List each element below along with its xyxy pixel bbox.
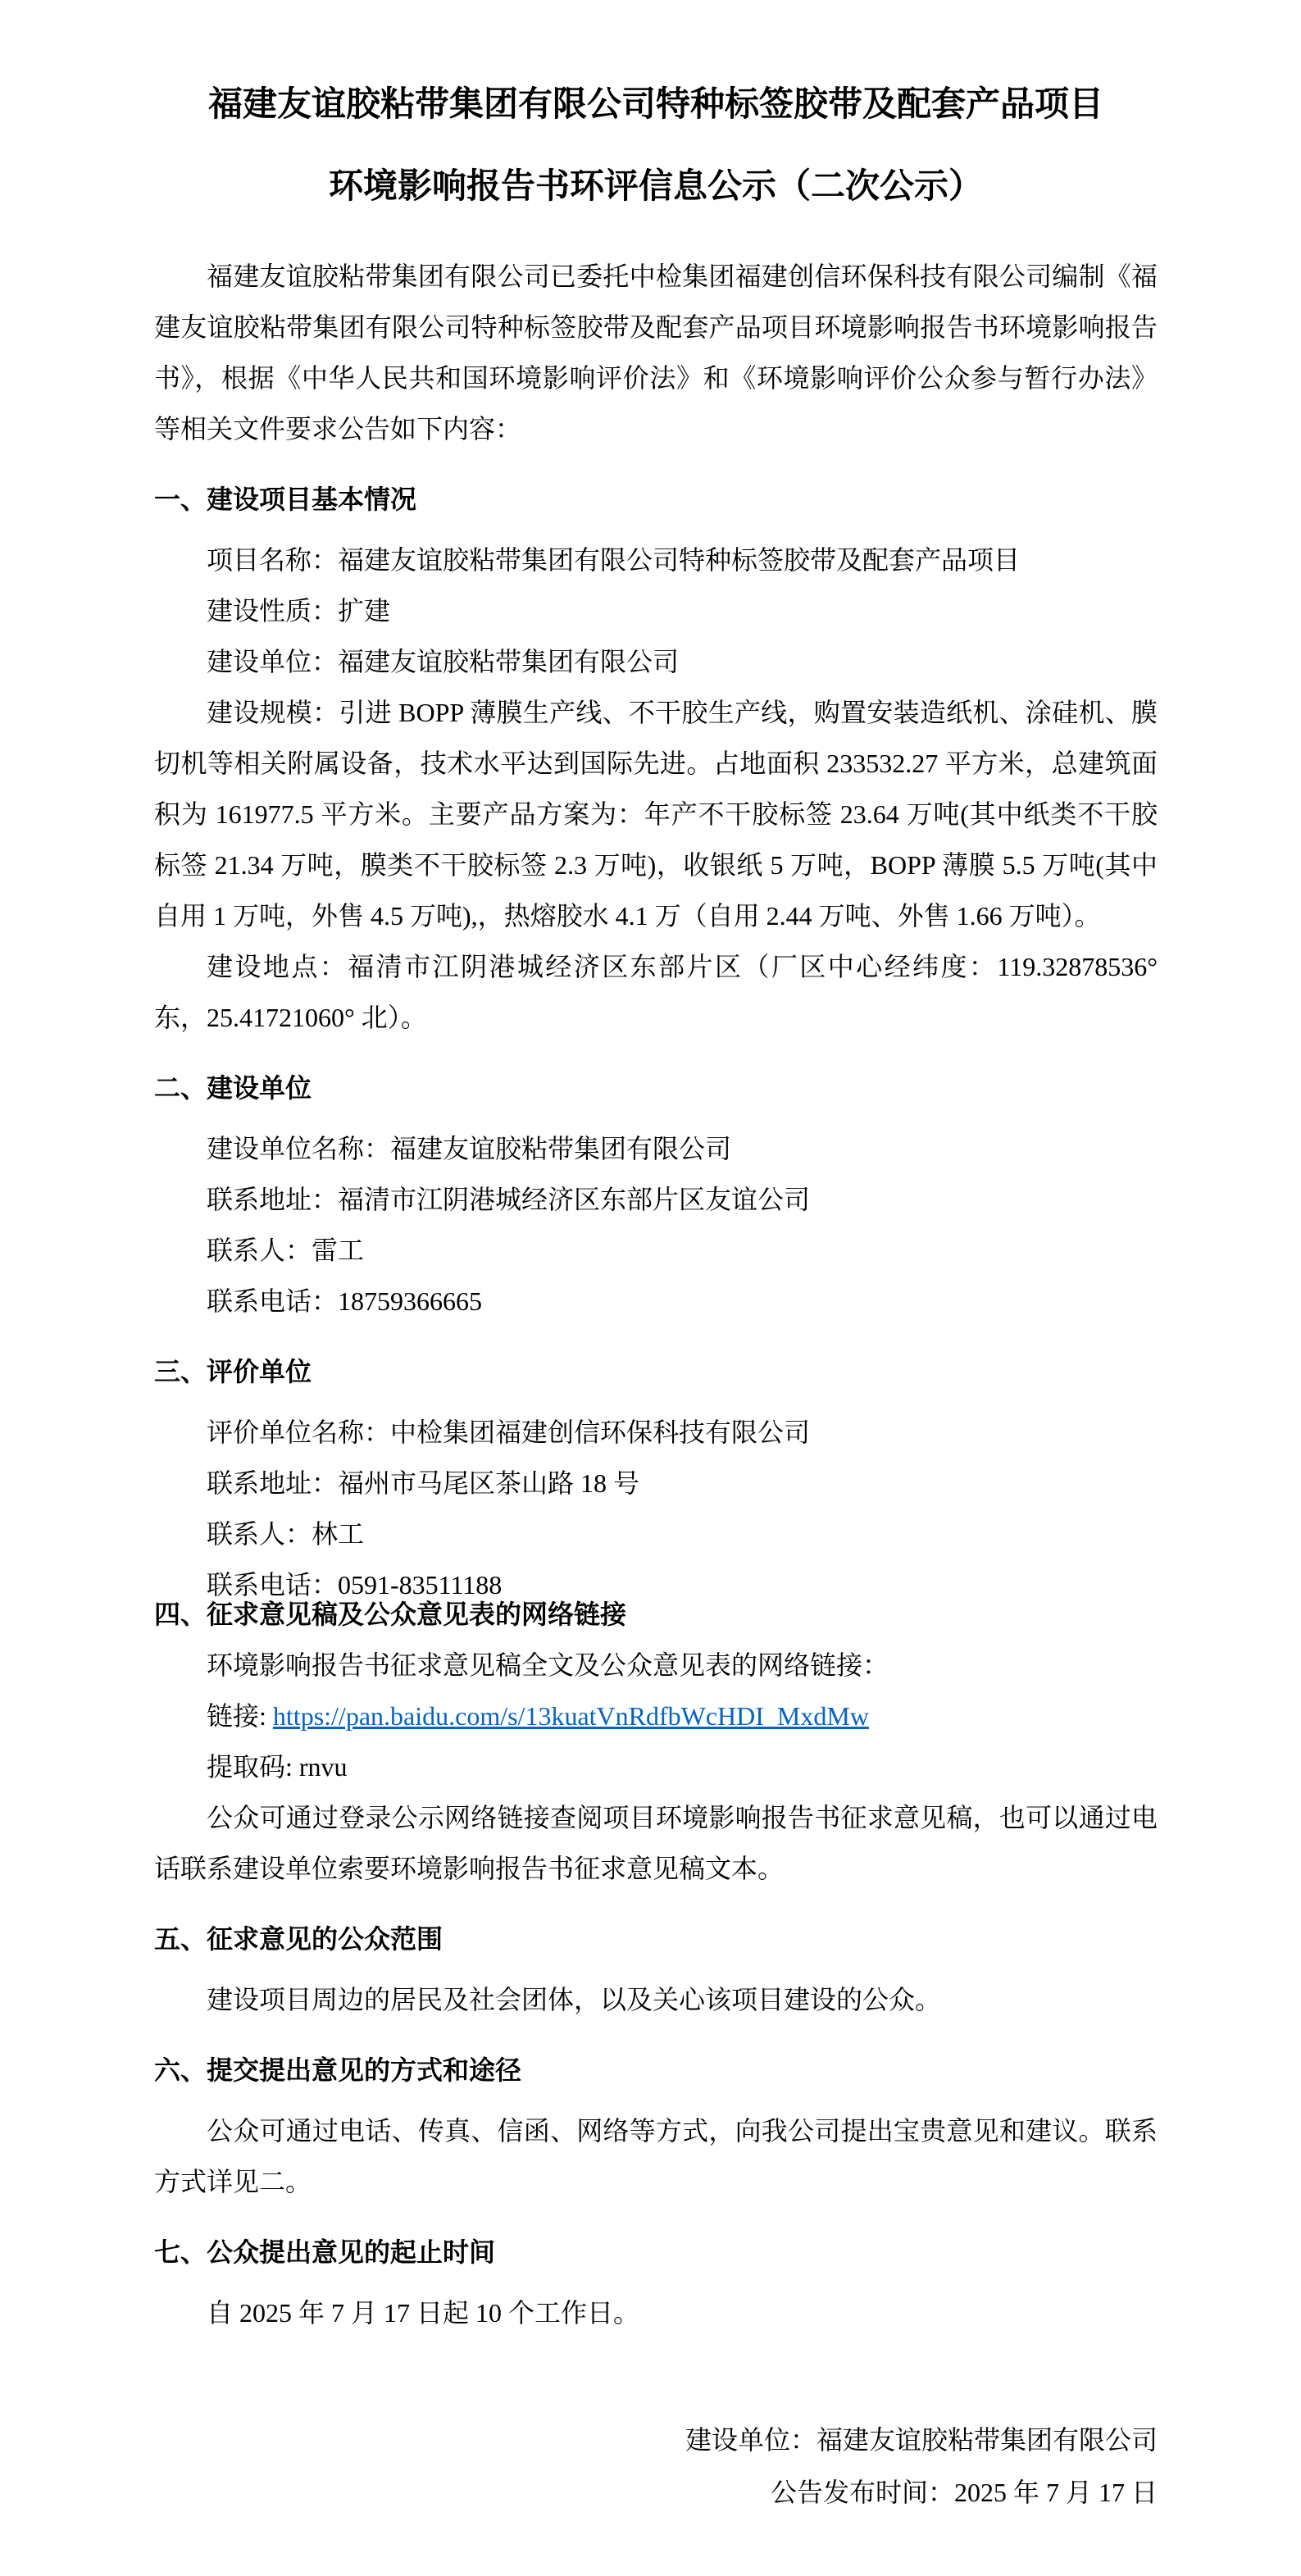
document-title [154,82,1158,210]
field-contact-phone: 联系电话：18759366665 [207,1286,483,1316]
title-line-1: 福建友谊胶粘带集团有限公司特种标签胶带及配套产品项目 [207,86,1103,124]
title-line-2: 环境影响报告书环评信息公示（二次公示） [328,168,983,206]
section-heading-4: 四、征求意见稿及公众意见表的网络链接 [154,1600,627,1629]
baidu-pan-link[interactable]: https://pan.baidu.com/s/13kuatVnRdfbWcHDI_MxdMw [272,1701,869,1731]
feedback-methods: 公众可通过电话、传真、信函、网络等方式，向我公司提出宝贵意见和建议。联系方式详见二。 [154,2116,1158,2196]
section-heading-2: 二、建设单位 [154,1073,312,1103]
extraction-code-line: 提取码: rnvu [207,1752,348,1782]
public-scope-line: 建设项目周边的居民及社会团体，以及关心该项目建设的公众。 [207,1985,942,2014]
feedback-period: 自 2025 年 7 月 17 日起 10 个工作日。 [207,2298,640,2328]
field-contact-person: 联系人：雷工 [207,1236,365,1265]
section-heading-7: 七、公众提出意见的起止时间 [154,2237,496,2267]
footer-publish-date: 公告发布时间：2025 年 7 月 17 日 [770,2478,1158,2507]
section-heading-5: 五、征求意见的公众范围 [154,1924,444,1954]
field-construction-unit: 建设单位：福建友谊胶粘带集团有限公司 [207,647,680,676]
intro-paragraph: 福建友谊胶粘带集团有限公司已委托中检集团福建创信环保科技有限公司编制《福建友谊胶粘带集团有限公司特种标签胶带及配套产品项目环境影响报告书环境影响报告书》，根据《中华人民共和国环境影响评价法》和《环境影响评价公众参与暂行办法》等相关文件要求公告如下内容： [154,262,1158,444]
link-line [154,1691,1158,1741]
section-heading-1: 一、建设项目基本情况 [154,485,417,514]
footer-construction-unit: 建设单位：福建友谊胶粘带集团有限公司 [685,2425,1158,2455]
field-contact-address: 联系地址：福清市江阴港城经济区东部片区友谊公司 [207,1185,811,1214]
section-heading-6: 六、提交提出意见的方式和途径 [154,2055,522,2085]
field-project-name: 项目名称：福建友谊胶粘带集团有限公司特种标签胶带及配套产品项目 [207,545,1021,575]
field-construction-nature: 建设性质：扩建 [207,596,391,626]
field-eval-person: 联系人：林工 [207,1519,365,1549]
section-heading-3: 三、评价单位 [154,1357,312,1386]
link-label: 链接: [207,1701,273,1731]
link-intro-line: 环境影响报告书征求意见稿全文及公众意见表的网络链接： [207,1650,889,1680]
footer-signature [154,2414,1158,2519]
field-construction-scale: 建设规模：引进 BOPP 薄膜生产线、不干胶生产线，购置安装造纸机、涂硅机、膜切机等相关附属设备，技术水平达到国际先进。占地面积 233532.27 平方米，总建筑面积为 161977.5 平方米。主要产品方案为：年产不干胶标签 23.64 万吨(其中纸类不干胶标签 21.34 万吨，膜类不干胶标签 2.3 万吨)，收银纸 5 万吨，BOPP 薄膜 5.5 万吨(其中自用 1 万吨，外售 4.5 万吨),，热熔胶水 4.1 万（自用 2.44 万吨、外售 1.66 万吨）。 [154,698,1158,931]
field-eval-address: 联系地址：福州市马尾区茶山路 18 号 [207,1468,640,1498]
field-construction-site: 建设地点：福清市江阴港城经济区东部片区（厂区中心经纬度：119.32878536° 东，25.41721060° 北）。 [154,952,1158,1032]
field-unit-name: 建设单位名称：福建友谊胶粘带集团有限公司 [207,1134,732,1163]
field-eval-phone: 联系电话：0591-83511188 [207,1570,503,1600]
access-note: 公众可通过登录公示网络链接查阅项目环境影响报告书征求意见稿，也可以通过电话联系建设单位索要环境影响报告书征求意见稿文本。 [154,1803,1158,1883]
field-eval-unit-name: 评价单位名称：中检集团福建创信环保科技有限公司 [207,1418,811,1447]
